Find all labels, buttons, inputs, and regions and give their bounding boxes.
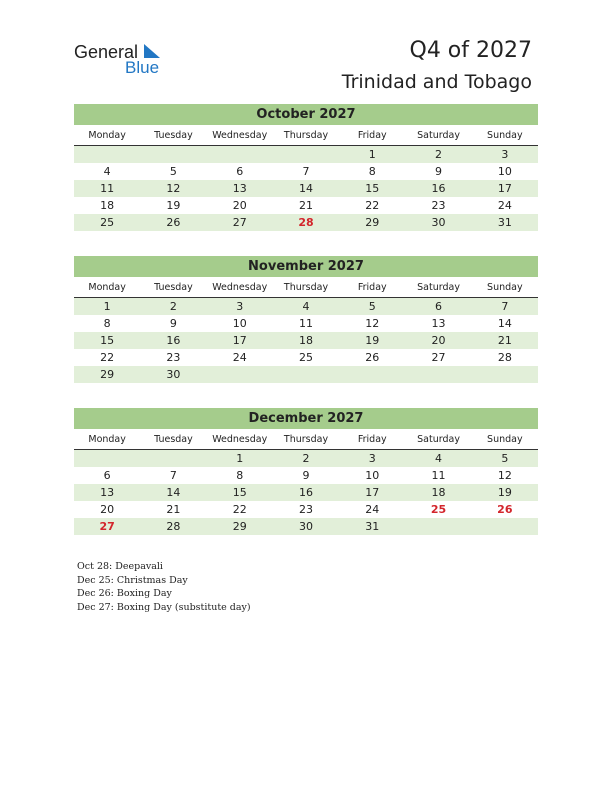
weekday-header xyxy=(74,279,538,298)
day-cell: 5 xyxy=(169,165,177,178)
day-cell: 19 xyxy=(166,199,181,212)
day-cell: 28 xyxy=(298,216,314,229)
weekday-label: Tuesday xyxy=(154,130,193,141)
day-cell: 29 xyxy=(100,368,115,381)
day-cell: 2 xyxy=(169,300,177,313)
weekday-label: Monday xyxy=(88,434,126,445)
day-cell: 8 xyxy=(368,165,376,178)
day-cell: 26 xyxy=(497,503,513,516)
day-cell: 25 xyxy=(298,351,313,364)
day-cell: 11 xyxy=(298,317,313,330)
day-cell: 24 xyxy=(497,199,512,212)
day-cell: 9 xyxy=(169,317,177,330)
weekday-label: Saturday xyxy=(417,282,460,293)
weekday-label: Sunday xyxy=(487,282,523,293)
month-title: October 2027 xyxy=(74,104,538,125)
day-cell: 2 xyxy=(302,452,310,465)
holiday-notes xyxy=(77,560,251,614)
day-cell: 12 xyxy=(166,182,181,195)
weekday-label: Thursday xyxy=(283,130,329,141)
holiday-note: Dec 25: Christmas Day xyxy=(77,574,188,586)
day-cell: 30 xyxy=(431,216,446,229)
day-cell: 5 xyxy=(501,452,509,465)
day-cell: 5 xyxy=(368,300,376,313)
month-title: November 2027 xyxy=(74,256,538,277)
day-cell: 17 xyxy=(497,182,512,195)
day-cell: 3 xyxy=(501,148,509,161)
day-cell: 12 xyxy=(365,317,380,330)
day-cell: 14 xyxy=(166,486,181,499)
week-row xyxy=(74,332,538,349)
day-cell: 30 xyxy=(166,368,181,381)
weekday-label: Monday xyxy=(88,282,126,293)
weekday-label: Friday xyxy=(357,282,387,293)
weekday-header xyxy=(74,431,538,450)
day-cell: 6 xyxy=(435,300,443,313)
day-cell xyxy=(472,518,538,535)
day-cell xyxy=(405,366,471,383)
day-cell: 3 xyxy=(368,452,376,465)
day-cell: 12 xyxy=(497,469,512,482)
day-cell: 31 xyxy=(497,216,512,229)
day-cell: 8 xyxy=(103,317,111,330)
day-cell: 25 xyxy=(430,503,447,516)
day-cell: 16 xyxy=(298,486,313,499)
page-title: Q4 of 2027 xyxy=(409,38,532,63)
weekday-label: Saturday xyxy=(417,130,460,141)
day-cell: 15 xyxy=(365,182,380,195)
weekday-label: Thursday xyxy=(283,282,329,293)
weekday-label: Tuesday xyxy=(154,282,193,293)
day-cell xyxy=(207,366,273,383)
day-cell: 10 xyxy=(365,469,380,482)
day-cell: 15 xyxy=(232,486,247,499)
day-cell: 24 xyxy=(232,351,247,364)
weekday-label: Monday xyxy=(88,130,126,141)
week-row xyxy=(74,518,538,535)
month-calendar xyxy=(74,256,538,383)
day-cell: 1 xyxy=(103,300,111,313)
day-cell: 27 xyxy=(431,351,446,364)
day-cell xyxy=(74,450,140,467)
day-cell: 7 xyxy=(501,300,509,313)
day-cell: 30 xyxy=(298,520,313,533)
week-row xyxy=(74,349,538,366)
week-row xyxy=(74,467,538,484)
day-cell: 25 xyxy=(100,216,115,229)
day-cell: 18 xyxy=(100,199,115,212)
day-cell: 1 xyxy=(368,148,376,161)
brand-general: General xyxy=(74,42,139,62)
weekday-label: Wednesday xyxy=(212,282,268,293)
week-row xyxy=(74,366,538,383)
week-row xyxy=(74,484,538,501)
day-cell: 13 xyxy=(100,486,115,499)
weekday-label: Saturday xyxy=(417,434,460,445)
day-cell: 22 xyxy=(232,503,247,516)
day-cell xyxy=(472,366,538,383)
holiday-note: Dec 27: Boxing Day (substitute day) xyxy=(77,601,251,613)
day-cell: 11 xyxy=(431,469,446,482)
day-cell: 27 xyxy=(232,216,247,229)
day-cell: 26 xyxy=(166,216,181,229)
day-cell: 24 xyxy=(365,503,380,516)
day-cell xyxy=(273,146,339,163)
weekday-label: Friday xyxy=(357,130,387,141)
day-cell xyxy=(207,146,273,163)
day-cell: 16 xyxy=(166,334,181,347)
day-cell: 27 xyxy=(99,520,115,533)
day-cell: 29 xyxy=(232,520,247,533)
week-row xyxy=(74,315,538,332)
day-cell: 21 xyxy=(166,503,181,516)
day-cell: 16 xyxy=(431,182,446,195)
day-cell xyxy=(273,366,339,383)
day-cell xyxy=(339,366,405,383)
week-row xyxy=(74,298,538,315)
day-cell: 13 xyxy=(232,182,247,195)
day-cell: 14 xyxy=(497,317,512,330)
week-row xyxy=(74,146,538,163)
day-cell: 13 xyxy=(431,317,446,330)
day-cell: 29 xyxy=(365,216,380,229)
day-cell: 2 xyxy=(435,148,443,161)
holiday-note: Oct 28: Deepavali xyxy=(77,561,163,572)
day-cell xyxy=(74,146,140,163)
weekday-label: Wednesday xyxy=(212,130,268,141)
brand-blue: Blue xyxy=(125,58,160,77)
day-cell: 6 xyxy=(236,165,244,178)
day-cell: 4 xyxy=(302,300,310,313)
day-cell: 20 xyxy=(100,503,115,516)
day-cell: 19 xyxy=(365,334,380,347)
month-calendar xyxy=(74,408,538,535)
day-cell: 23 xyxy=(298,503,313,516)
day-cell: 8 xyxy=(236,469,244,482)
month-title: December 2027 xyxy=(74,408,538,429)
day-cell: 21 xyxy=(497,334,512,347)
day-cell: 17 xyxy=(232,334,247,347)
day-cell: 14 xyxy=(298,182,313,195)
week-row xyxy=(74,450,538,467)
day-cell: 4 xyxy=(103,165,111,178)
day-cell xyxy=(405,518,471,535)
day-cell: 22 xyxy=(100,351,115,364)
day-cell: 20 xyxy=(232,199,247,212)
weekday-header xyxy=(74,127,538,146)
page-subtitle: Trinidad and Tobago xyxy=(341,71,532,93)
week-row xyxy=(74,163,538,180)
day-cell: 28 xyxy=(166,520,181,533)
day-cell: 31 xyxy=(365,520,380,533)
day-cell: 7 xyxy=(169,469,177,482)
day-cell xyxy=(140,146,206,163)
day-cell: 17 xyxy=(365,486,380,499)
weekday-label: Tuesday xyxy=(154,434,193,445)
day-cell: 19 xyxy=(497,486,512,499)
week-row xyxy=(74,197,538,214)
day-cell: 22 xyxy=(365,199,380,212)
day-cell: 26 xyxy=(365,351,380,364)
day-cell: 9 xyxy=(302,469,310,482)
week-row xyxy=(74,180,538,197)
day-cell: 11 xyxy=(100,182,115,195)
day-cell: 3 xyxy=(236,300,244,313)
weekday-label: Wednesday xyxy=(212,434,268,445)
day-cell: 10 xyxy=(232,317,247,330)
day-cell: 21 xyxy=(298,199,313,212)
weekday-label: Thursday xyxy=(283,434,329,445)
day-cell: 10 xyxy=(497,165,512,178)
week-row xyxy=(74,501,538,518)
day-cell: 18 xyxy=(298,334,313,347)
day-cell: 6 xyxy=(103,469,111,482)
holiday-note: Dec 26: Boxing Day xyxy=(77,588,172,599)
day-cell: 4 xyxy=(435,452,443,465)
weekday-label: Sunday xyxy=(487,434,523,445)
day-cell: 28 xyxy=(497,351,512,364)
day-cell xyxy=(140,450,206,467)
month-calendar xyxy=(74,104,538,231)
day-cell: 23 xyxy=(431,199,446,212)
day-cell: 9 xyxy=(435,165,443,178)
weekday-label: Sunday xyxy=(487,130,523,141)
day-cell: 1 xyxy=(236,452,244,465)
weekday-label: Friday xyxy=(357,434,387,445)
day-cell: 18 xyxy=(431,486,446,499)
day-cell: 15 xyxy=(100,334,115,347)
day-cell: 7 xyxy=(302,165,310,178)
brand-logo xyxy=(74,42,174,78)
day-cell: 23 xyxy=(166,351,181,364)
week-row xyxy=(74,214,538,231)
day-cell: 20 xyxy=(431,334,446,347)
